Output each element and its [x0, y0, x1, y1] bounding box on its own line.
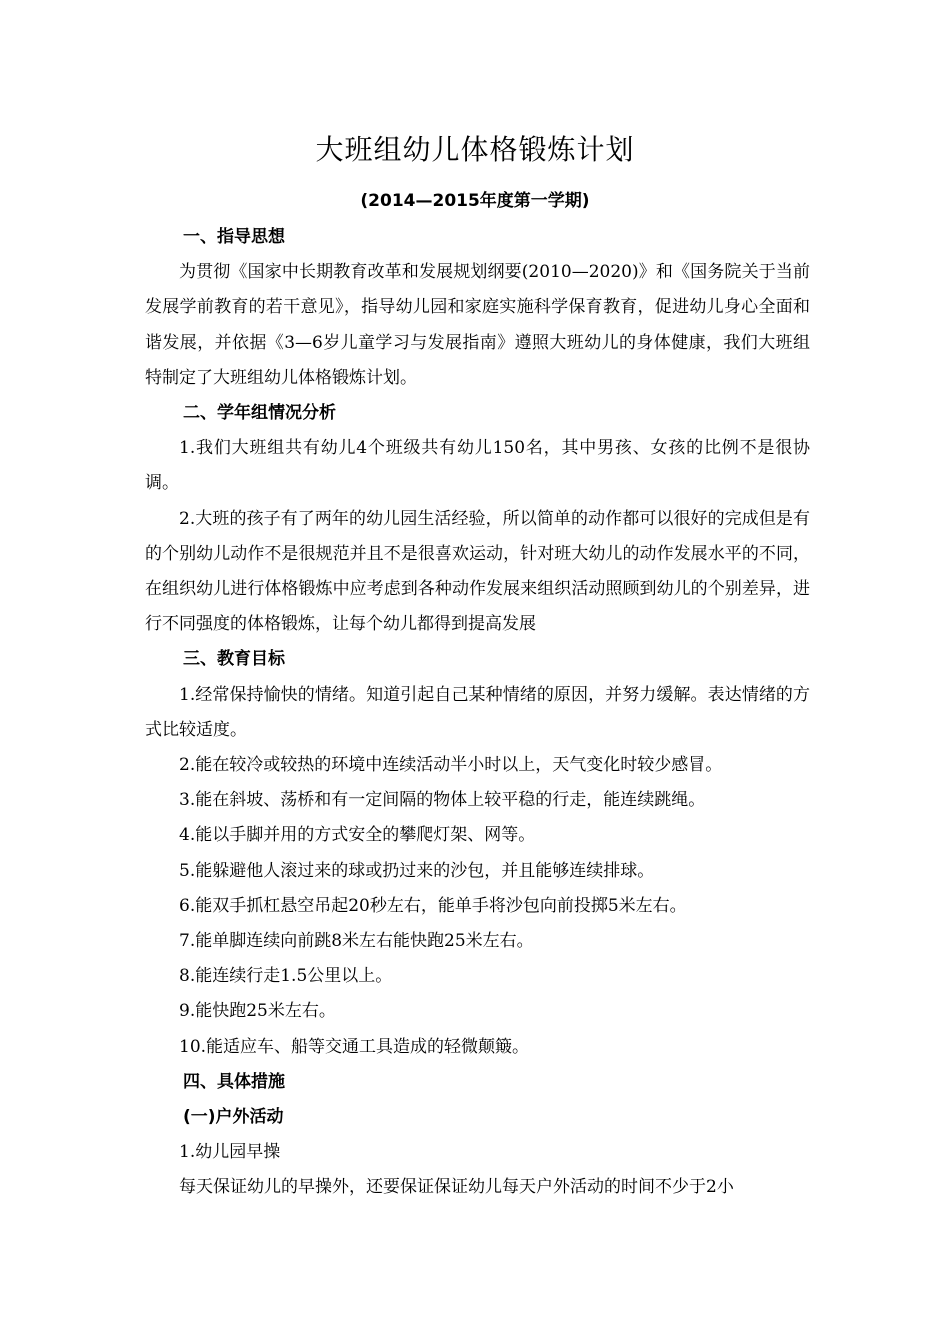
subsection-heading-outdoor-activities: (一)户外活动 [183, 1107, 284, 1128]
paragraph-morning-exercise-heading: 1.幼儿园早操 [179, 1142, 281, 1163]
section-heading-education-goals: 三、教育目标 [183, 649, 285, 670]
goal-item-5: 5.能躲避他人滚过来的球或扔过来的沙包，并且能够连续排球。 [179, 860, 655, 881]
section-heading-guiding-ideology: 一、指导思想 [183, 227, 285, 247]
goal-item-2: 2.能在较冷或较热的环境中连续活动半小时以上，天气变化时较少感冒。 [179, 755, 723, 776]
section-heading-measures: 四、具体措施 [183, 1071, 285, 1092]
goal-item-7: 7.能单脚连续向前跳8米左右能快跑25米左右。 [179, 931, 534, 952]
goal-item-3: 3.能在斜坡、荡桥和有一定间隔的物体上较平稳的行走，能连续跳绳。 [179, 790, 706, 811]
document-title: 大班组幼儿体格锻炼计划 [315, 133, 635, 166]
goal-item-4: 4.能以手脚并用的方式安全的攀爬灯架、网等。 [179, 825, 536, 846]
paragraph-guiding-ideology: 为贯彻《国家中长期教育改革和发展规划纲要(2010—2020)》和《国务院关于当前发展学前教育的若干意见》，指导幼儿园和家庭实施科学保育教育，促进幼儿身心全面和谐发展，并依据《3—6岁儿童学习与发展指南》遵照大班幼儿的身体健康，我们大班组特制定了大班组幼儿体格锻炼计划。 [145, 262, 810, 388]
section-heading-situation-analysis: 二、学年组情况分析 [183, 403, 336, 424]
document-subtitle: (2014—2015年度第一学期) [360, 191, 590, 211]
goal-item-1: 1.经常保持愉快的情绪。知道引起自己某种情绪的原因，并努力缓解。表达情绪的方式比较适度。 [145, 684, 810, 740]
goal-item-8: 8.能连续行走1.5公里以上。 [179, 966, 393, 987]
goal-item-9: 9.能快跑25米左右。 [179, 1001, 336, 1022]
goal-item-10: 10.能适应车、船等交通工具造成的轻微颠簸。 [179, 1036, 530, 1057]
document-body [145, 220, 810, 1206]
goal-item-6: 6.能双手抓杠悬空吊起20秒左右，能单手将沙包向前投掷5米左右。 [179, 895, 687, 916]
paragraph-analysis-1: 1.我们大班组共有幼儿4个班级共有幼儿150名，其中男孩、女孩的比例不是很协调。 [145, 438, 810, 494]
paragraph-morning-exercise-text: 每天保证幼儿的早操外，还要保证保证幼儿每天户外活动的时间不少于2小 [179, 1177, 734, 1198]
paragraph-analysis-2: 2.大班的孩子有了两年的幼儿园生活经验，所以简单的动作都可以很好的完成但是有的个别幼儿动作不是很规范并且不是很喜欢运动，针对班大幼儿的动作发展水平的不同，在组织幼儿进行体格锻炼中应考虑到各种动作发展来组织活动照顾到幼儿的个别差异，进行不同强度的体格锻炼，让每个幼儿都得到提高发展 [145, 508, 810, 635]
